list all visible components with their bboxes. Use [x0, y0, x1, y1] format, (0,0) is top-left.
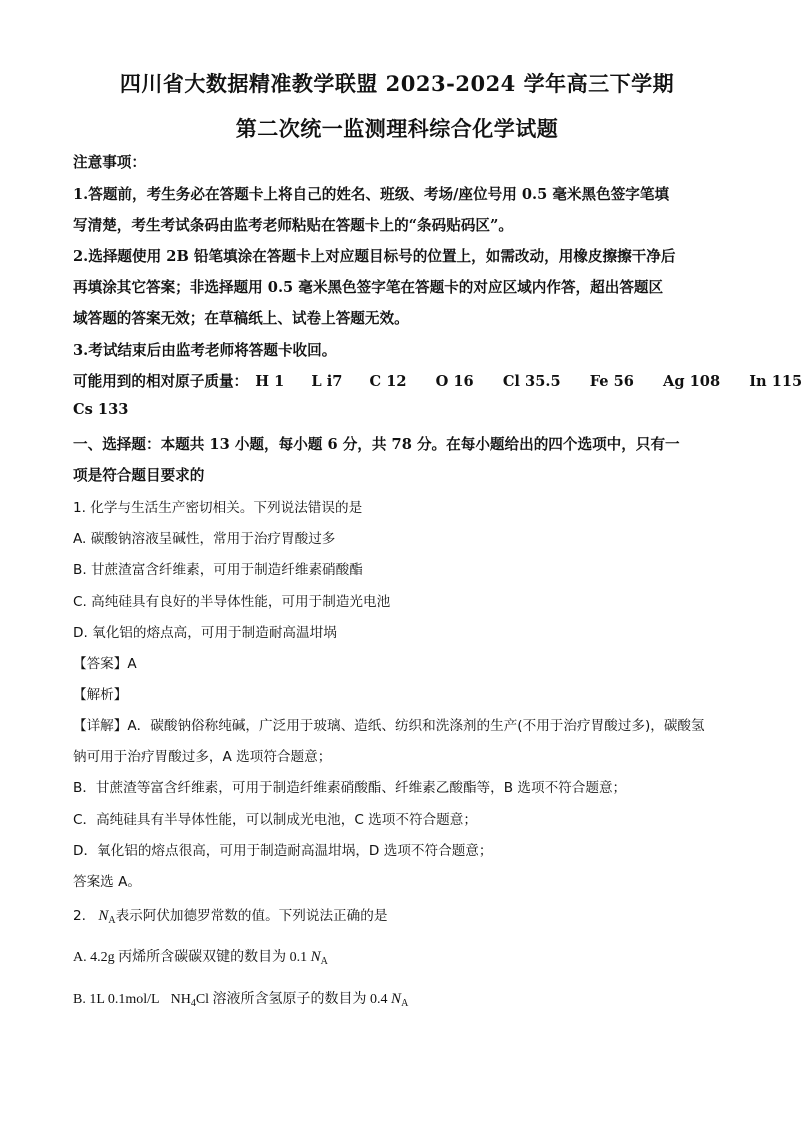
atomic-mass-last: Cs 133: [73, 401, 129, 418]
atomic-mass-item: Cl 35.5: [502, 373, 561, 390]
q2-option-b-text: B. 1L 0.1mol/L: [73, 992, 160, 1007]
atomic-mass-item: H 1: [255, 373, 285, 390]
notice-line-4: 再填涂其它答案；非选择题用 0.5 毫米黑色签字笔在答题卡的对应区域内作答，超出答题区: [73, 279, 664, 296]
q2-stem-text: 表示阿伏加德罗常数的值。下列说法正确的是: [115, 908, 388, 924]
atomic-mass-line: [73, 370, 802, 391]
atomic-mass-label: 可能用到的相对原子质量：: [73, 373, 249, 390]
notice-line-2: 写清楚，考生考试条码由监考老师粘贴在答题卡上的“条码贴码区”。: [73, 217, 514, 234]
q2-na-symbol: $N_A$: [391, 991, 409, 1009]
atomic-mass-item: C 12: [369, 373, 407, 390]
q1-option-c: C. 高纯硅具有良好的半导体性能，可用于制造光电池: [73, 594, 391, 610]
title-line-1: 四川省大数据精准教学联盟 2023-2024 学年高三下学期: [119, 71, 675, 96]
q1-analysis-label: 【解析】: [73, 687, 128, 703]
notice-heading: 注意事项：: [73, 154, 146, 171]
q2-number: 2.: [73, 908, 86, 924]
atomic-mass-item: In 115: [749, 373, 802, 390]
q2-option-a-text: A. 4.2g 丙烯所含碳碳双键的数目为 0.1: [73, 950, 308, 965]
q2-na-symbol: $N_A$: [310, 949, 328, 967]
nh4cl-formula: $NH_4Cl$: [170, 992, 210, 1009]
q1-answer: 【答案】A: [73, 656, 137, 672]
section-heading-line-1: 一、选择题：本题共 13 小题，每小题 6 分，共 78 分。在每小题给出的四个选项中，只有一: [73, 436, 680, 453]
atomic-mass-item: Fe 56: [589, 373, 634, 390]
q2-option-b-mid: 溶液所含氢原子的数目为 0.4: [212, 992, 388, 1007]
notice-line-1: 1.答题前，考生务必在答题卡上将自己的姓名、班级、考场/座位号用 0.5 毫米黑色签字笔填: [73, 186, 670, 203]
q1-option-a: A. 碳酸钠溶液呈碱性，常用于治疗胃酸过多: [73, 531, 336, 547]
q1-detail-5: D．氧化铝的熔点很高，可用于制造耐高温坩埚，D 选项不符合题意；: [73, 843, 493, 859]
section-heading-line-2: 项是符合题目要求的: [73, 467, 205, 484]
title-line-2: 第二次统一监测理科综合化学试题: [235, 116, 559, 141]
notice-line-5: 域答题的答案无效；在草稿纸上、试卷上答题无效。: [73, 310, 409, 327]
q1-detail-6: 答案选 A。: [73, 874, 141, 890]
q1-option-d: D. 氧化铝的熔点高，可用于制造耐高温坩埚: [73, 625, 337, 641]
q1-detail-3: B．甘蔗渣等富含纤维素，可用于制造纤维素硝酸酯、纤维素乙酸酯等，B 选项不符合题意；: [73, 780, 627, 796]
q2-stem: [73, 904, 387, 926]
q2-option-a: [73, 946, 328, 967]
notice-line-6: 3.考试结束后由监考老师将答题卡收回。: [73, 342, 337, 359]
atomic-mass-item: O 16: [435, 373, 474, 390]
atomic-mass-item: L i7: [311, 373, 343, 390]
q2-option-b: [73, 988, 408, 1009]
q2-na-symbol: $N_A$: [98, 908, 116, 926]
atomic-mass-item: Ag 108: [663, 373, 721, 390]
notice-line-3: 2.选择题使用 2B 铅笔填涂在答题卡上对应题目标号的位置上，如需改动，用橡皮擦擦干净后: [73, 248, 676, 265]
q1-stem: 1. 化学与生活生产密切相关。下列说法错误的是: [73, 500, 363, 516]
q1-detail-4: C．高纯硅具有半导体性能，可以制成光电池，C 选项不符合题意；: [73, 812, 477, 828]
q1-option-b: B. 甘蔗渣富含纤维素，可用于制造纤维素硝酸酯: [73, 562, 363, 578]
q1-detail-1: 【详解】A．碳酸钠俗称纯碱，广泛用于玻璃、造纸、纺织和洗涤剂的生产(不用于治疗胃酸过多)，碳酸氢: [73, 718, 705, 734]
q1-detail-2: 钠可用于治疗胃酸过多，A 选项符合题意；: [73, 749, 332, 765]
